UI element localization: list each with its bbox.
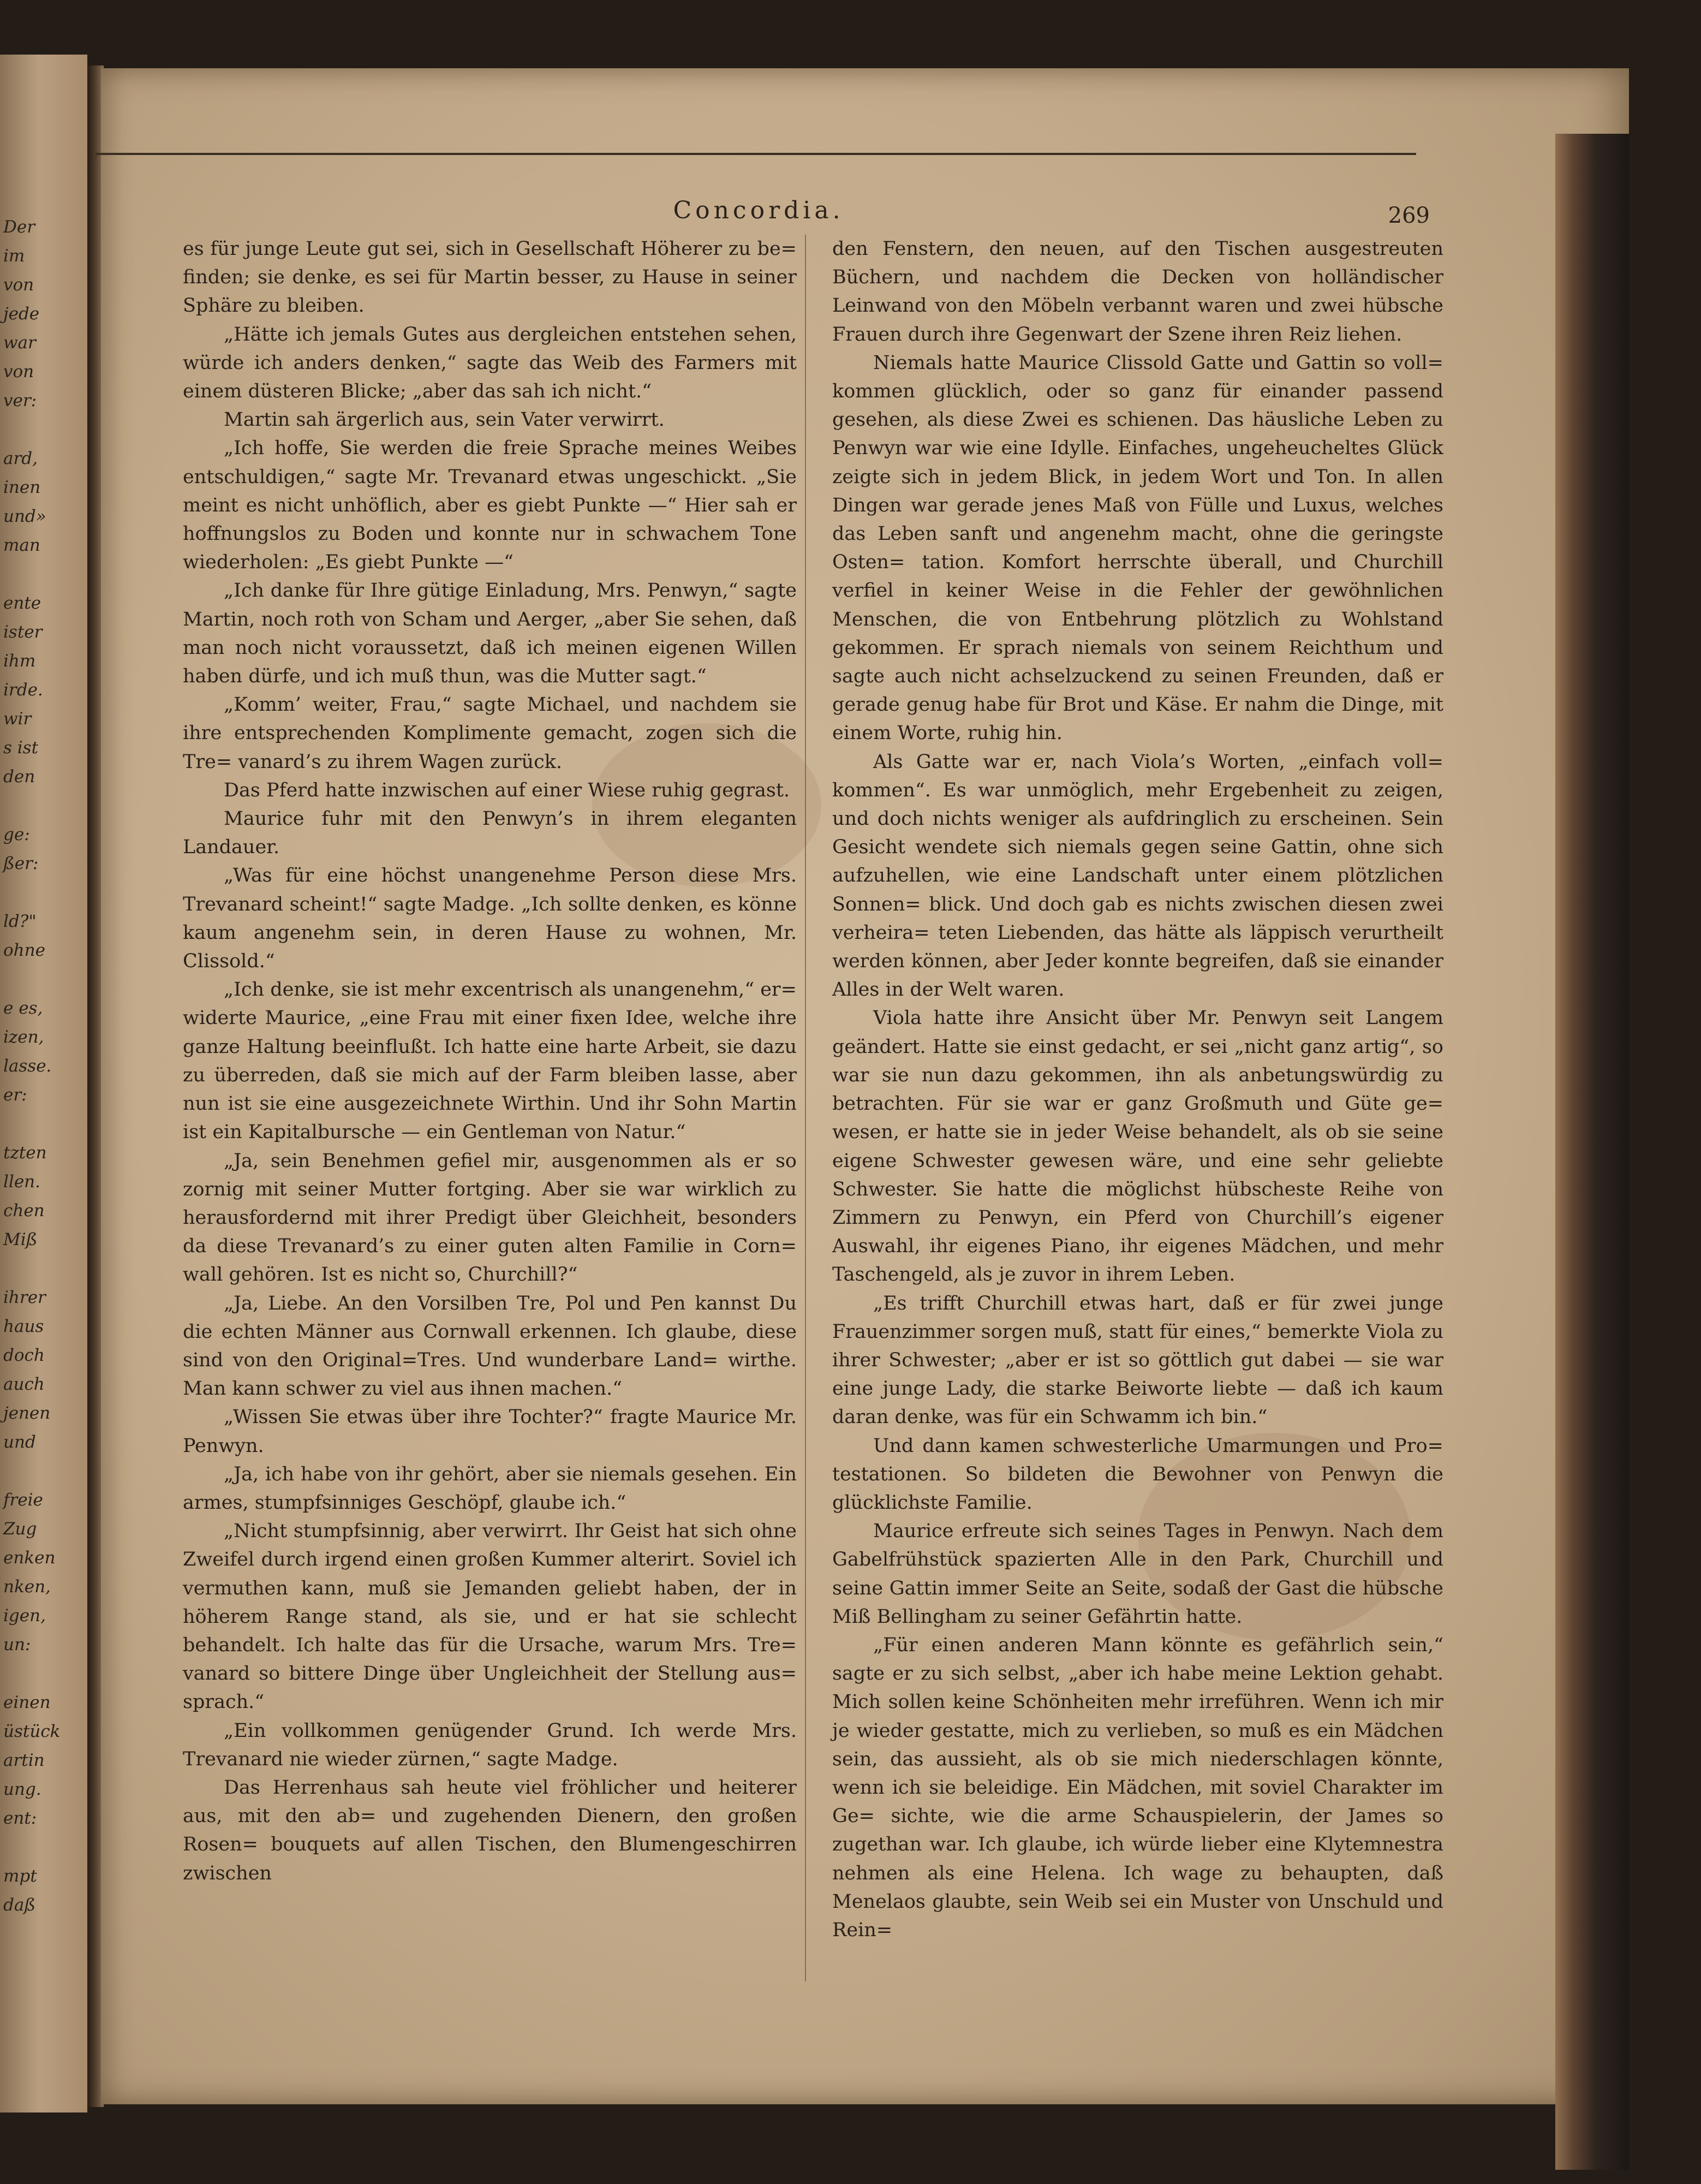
margin-fragment: nken,	[3, 1577, 51, 1597]
margin-fragment: ßer:	[3, 854, 39, 873]
paragraph: Und dann kamen schwesterliche Umarmungen und Pro= testationen. So bildeten die Bewohner von Penwyn die glücklichste Familie.	[832, 1435, 1443, 1514]
margin-fragment: haus	[3, 1317, 44, 1336]
margin-fragment: von	[3, 362, 34, 382]
paragraph: Martin sah ärgerlich aus, sein Vater verwirrt.	[224, 409, 665, 431]
page-number: 269	[1388, 203, 1430, 228]
paragraph: „Ich danke für Ihre gütige Einladung, Mrs. Penwyn,“ sagte Martin, noch roth von Scham und Aerger, „aber Sie sehen, daß man noch nicht voraussetzt, daß ich meinen eigenen Willen haben dürfe, und ich muß thun, was die Mutter sagt.“	[183, 580, 797, 688]
margin-fragment: chen	[3, 1201, 45, 1221]
margin-fragment: Zug	[3, 1519, 37, 1539]
margin-fragment	[3, 792, 87, 820]
previous-page-strip	[0, 55, 87, 2112]
margin-fragment: freie	[3, 1490, 43, 1510]
margin-fragment: lasse.	[3, 1056, 52, 1076]
paragraph: „Ja, Liebe. An den Vorsilben Tre, Pol und Pen kannst Du die echten Männer aus Cornwall erkennen. Ich glaube, diese sind von den Original=Tres. Und wunderbare Land= wirthe. Man kann schwer zu viel aus ihnen machen.“	[183, 1292, 797, 1400]
margin-fragment: jenen	[3, 1403, 51, 1423]
margin-fragment: man	[3, 535, 40, 555]
paragraph: Das Pferd hatte inzwischen auf einer Wiese ruhig gegrast.	[224, 779, 790, 801]
paragraph: Niemals hatte Maurice Clissold Gatte und Gattin so voll= kommen glücklich, oder so ganz für einander passend gesehen, als diese Zwei es schienen. Das häusliche Leben zu Penwyn war wie eine Idylle. Einfaches, ungeheucheltes Glück zeigte sich in jedem Blick, in jedem Wort und Ton. In allen Dingen war gerade jenes Maß von Fülle und Luxus, welches das Leben sanft und angenehm macht, ohne die geringste Osten= tation. Komfort herrschte überall, und Churchill verfiel in keiner Weise in die Fehler der gewöhnlichen Menschen, die von Entbehrung plötzlich zu Wohlstand gekommen. Er sprach niemals von seinem Reichthum und sagte auch nicht achselzuckend zu seinen Freunden, daß er gerade genug habe für Brot und Käse. Er nahm die Dinge, mit einem Worte, ruhig hin.	[832, 352, 1443, 745]
paragraph: „Für einen anderen Mann könnte es gefährlich sein,“ sagte er zu sich selbst, „aber ich habe meine Lektion gehabt. Mich sollen keine Schönheiten mehr irreführen. Wenn ich mir je wieder gestatte, mich zu verlieben, so muß es ein Mädchen sein, das aussieht, als ob sie mich niederschlagen könnte, wenn ich sie beleidige. Ein Mädchen, mit soviel Charakter im Ge= sichte, wie die arme Schauspielerin, der James so zugethan war. Ich glaube, ich würde lieber eine Klytemnestra nehmen als eine Helena. Ich wage zu behaupten, daß Menelaos glaubte, sein Weib sei ein Muster von Unschuld und Rein=	[832, 1634, 1443, 1941]
margin-fragment: Der	[3, 217, 35, 237]
margin-fragment: inen	[3, 478, 41, 497]
margin-fragment	[3, 878, 87, 907]
margin-fragment: und	[3, 1432, 36, 1452]
margin-fragment	[3, 1659, 87, 1688]
margin-fragment: ente	[3, 593, 41, 613]
paragraph: „Es trifft Churchill etwas hart, daß er für zwei junge Frauenzimmer sorgen muß, statt für eines,“ bemerkte Viola zu ihrer Schwester; „aber er ist so göttlich gut dabei — sie war eine junge Lady, die starke Beiworte liebte — daß ich kaum daran denke, was für ein Schwamm ich bin.“	[832, 1292, 1443, 1429]
margin-fragment	[3, 1110, 87, 1139]
paragraph: „Nicht stumpfsinnig, aber verwirrt. Ihr Geist hat sich ohne Zweifel durch irgend einen großen Kummer alterirt. Soviel ich vermuthen kann, muß sie Jemanden geliebt haben, der in höherem Range stand, als sie, und er hat sie schlecht behandelt. Ich halte das für die Ursache, warum Mrs. Tre= vanard so bittere Dinge über Ungleichheit der Stellung aus= sprach.“	[183, 1520, 797, 1713]
margin-fragment: ge:	[3, 825, 30, 844]
column-divider	[805, 235, 806, 1981]
margin-fragment: Miß	[3, 1230, 38, 1249]
margin-fragment: ld?"	[3, 912, 37, 931]
margin-fragment: im	[3, 246, 25, 266]
margin-fragment: izen,	[3, 1027, 44, 1047]
book-cover-edge	[1555, 134, 1629, 2170]
paragraph: „Was für eine höchst unangenehme Person diese Mrs. Trevanard scheint!“ sagte Madge. „Ich sollte denken, es könne kaum angenehm sein, in deren Hause zu wohnen, Mr. Clissold.“	[183, 865, 797, 973]
margin-fragment	[3, 415, 87, 444]
margin-fragment: artin	[3, 1751, 45, 1770]
paragraph: „Ja, sein Benehmen gefiel mir, ausgenommen als er so zornig mit seiner Mutter fortging. Aber sie war wirklich zu herausfordernd mit ihrer Predigt über Gleichheit, besonders da diese Trevanard’s zu einer guten alten Familie in Corn= wall gehören. Ist es nicht so, Churchill?“	[183, 1150, 797, 1286]
paragraph: „Wissen Sie etwas über ihre Tochter?“ fragte Maurice Mr. Penwyn.	[183, 1406, 797, 1457]
margin-fragment: mpt	[3, 1866, 37, 1886]
margin-fragment: ent:	[3, 1808, 37, 1828]
paragraph: den Fenstern, den neuen, auf den Tischen ausgestreuten Büchern, und nachdem die Decken von holländischer Leinwand von den Möbeln verbannt waren und zwei hübsche Frauen durch ihre Gegenwart der Szene ihren Reiz liehen.	[832, 238, 1443, 346]
margin-fragment: doch	[3, 1346, 45, 1365]
margin-fragment: auch	[3, 1374, 45, 1394]
paragraph: „Ich denke, sie ist mehr excentrisch als unangenehm,“ er= widerte Maurice, „eine Frau mit einer fixen Idee, welche ihre ganze Haltung beeinflußt. Ich hatte eine harte Arbeit, sie dazu zu überreden, daß sie mich auf der Farm bleiben lasse, aber nun ist sie eine ausgezeichnete Wirthin. Und ihr Sohn Martin ist ein Kapitalbursche — ein Gentleman von Natur.“	[183, 979, 797, 1144]
running-head: Concordia.	[673, 197, 844, 224]
margin-fragment	[3, 1254, 87, 1283]
margin-fragment: s ist	[3, 738, 39, 758]
margin-fragment	[3, 965, 87, 994]
paragraph: „Ich hoffe, Sie werden die freie Sprache meines Weibes entschuldigen,“ sagte Mr. Trevanard etwas ungeschickt. „Sie meint es nicht unhöflich, aber es giebt Punkte —“ Hier sah er hoffnungslos zu Boden und konnte nur in schwachem Tone wiederholen: „Es giebt Punkte —“	[183, 437, 797, 574]
margin-fragment: von	[3, 275, 34, 295]
margin-fragment: ver:	[3, 391, 37, 410]
paragraph: „Ein vollkommen genügender Grund. Ich werde Mrs. Trevanard nie wieder zürnen,“ sagte Madge.	[183, 1719, 797, 1770]
margin-fragment: ister	[3, 622, 43, 642]
margin-fragment: ihrer	[3, 1288, 46, 1307]
paragraph: „Komm’ weiter, Frau,“ sagte Michael, und nachdem sie ihre entsprechenden Komplimente gemacht, zogen sich die Tre= vanard’s zu ihrem Wagen zurück.	[183, 694, 797, 773]
margin-fragment: wir	[3, 709, 32, 729]
margin-fragment: enken	[3, 1548, 56, 1568]
margin-fragment: daß	[3, 1895, 36, 1915]
margin-fragment: üstück	[3, 1722, 61, 1741]
header-rule	[96, 153, 1416, 155]
margin-fragment: un:	[3, 1635, 31, 1655]
margin-fragment: ung.	[3, 1780, 41, 1799]
margin-fragment: tzten	[3, 1143, 47, 1163]
previous-page-text-fragments	[0, 55, 87, 1920]
paragraph: es für junge Leute gut sei, sich in Gesellschaft Höherer zu be= finden; sie denke, es sei für Martin besser, zu Hause in seiner Sphäre zu bleiben.	[183, 238, 797, 317]
margin-fragment: ard,	[3, 449, 38, 468]
paragraph: Als Gatte war er, nach Viola’s Worten, „einfach voll= kommen“. Es war unmöglich, mehr Ergebenheit zu zeigen, und doch nichts weniger als aufdringlich zu erscheinen. Sein Gesicht wendete sich niemals gegen seine Gattin, ohne sich aufzuhellen, wie eine Landschaft unter einem plötzlichen Sonnen= blick. Und doch gab es nichts zwischen diesen zwei verheira= teten Liebenden, das hätte als läppisch verurtheilt werden können, aber Jeder konnte begreifen, daß sie einander Alles in der Welt waren.	[832, 751, 1443, 1001]
margin-fragment: war	[3, 333, 36, 353]
margin-fragment: einen	[3, 1693, 51, 1712]
margin-fragment: den	[3, 767, 35, 787]
margin-fragment	[3, 560, 87, 589]
left-text-column	[183, 235, 797, 1888]
margin-fragment: igen,	[3, 1606, 46, 1626]
margin-fragment: e es,	[3, 998, 43, 1018]
margin-fragment: llen.	[3, 1172, 40, 1192]
paragraph: Das Herrenhaus sah heute viel fröhlicher und heiterer aus, mit den ab= und zugehenden Dienern, den großen Rosen= bouquets auf allen Tischen, den Blumengeschirren zwischen	[183, 1776, 797, 1884]
margin-fragment	[3, 1457, 87, 1486]
paragraph: Viola hatte ihre Ansicht über Mr. Penwyn seit Langem geändert. Hatte sie einst gedacht, er sei „nicht ganz artig“, so war sie nun dazu gekommen, ihn als anbetungswürdig zu betrachten. Für sie war er ganz Großmuth und Güte ge= wesen, er hatte sie in jeder Weise behandelt, als ob sie seine eigene Schwester gewesen wäre, und eine sehr geliebte Schwester. Sie hatte die möglichst hübscheste Reihe von Zimmern zu Penwyn, ein Pferd von Churchill’s eigener Auswahl, ihr eigenes Piano, ihr eigenes Mädchen, und mehr Taschengeld, als je zuvor in ihrem Leben.	[832, 1007, 1443, 1286]
paragraph: „Hätte ich jemals Gutes aus dergleichen entstehen sehen, würde ich anders denken,“ sagte das Weib des Farmers mit einem düsteren Blicke; „aber das sah ich nicht.“	[183, 323, 797, 403]
margin-fragment: und»	[3, 507, 46, 526]
margin-fragment: irde.	[3, 680, 43, 700]
paragraph: „Ja, ich habe von ihr gehört, aber sie niemals gesehen. Ein armes, stumpfsinniges Geschöpf, glaube ich.“	[183, 1463, 797, 1514]
margin-fragment: er:	[3, 1085, 27, 1105]
margin-fragment	[3, 1833, 87, 1862]
margin-fragment: jede	[3, 304, 40, 324]
paragraph: Maurice fuhr mit den Penwyn’s in ihrem eleganten Landauer.	[183, 808, 797, 859]
margin-fragment: ihm	[3, 651, 36, 671]
right-text-column	[832, 235, 1443, 1944]
margin-fragment: ohne	[3, 941, 45, 960]
paragraph: Maurice erfreute sich seines Tages in Penwyn. Nach dem Gabelfrühstück spazierten Alle in den Park, Churchill und seine Gattin immer Seite an Seite, sodaß der Gast die hübsche Miß Bellingham zu seiner Gefährtin hatte.	[832, 1520, 1443, 1628]
